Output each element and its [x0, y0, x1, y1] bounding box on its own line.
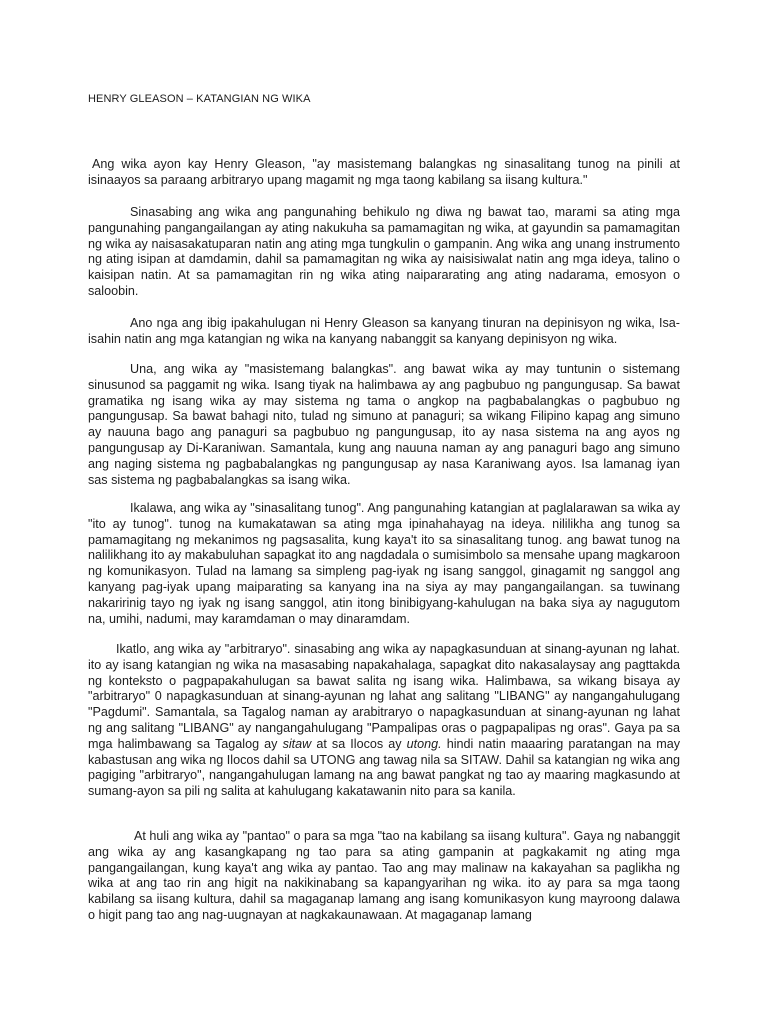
paragraph-behikulo — [88, 205, 680, 300]
paragraph-intro-text: Ang wika ayon kay Henry Gleason, "ay masistemang balangkas ng sinasalitang tunog na pinili at isinaayos sa paraang arbitraryo upang magamit ng mga taong kabilang sa iisang kultura." — [88, 157, 680, 187]
paragraph-una — [88, 362, 680, 488]
paragraph-ibig-ipakahulugan — [88, 316, 680, 348]
paragraph-una-text: Una, ang wika ay "masistemang balangkas". ang bawat wika ay may tuntunin o sistemang sinusunod sa paggamit ng wika. Isang tiyak na halimbawa ay ang pagbubuo ng pangungusap. Sa bawat gramatika ng isang wika ay may sistema ng tama o angkop na pagbabalangkas o pagbubuo ng pangungusap. Sa bawat bahagi nito, tulad ng simuno at panaguri; sa wikang Filipino kapag ang simuno ay nauuna bago ang panaguri sa pagbubuo ng pangungusap, ito ay nasa sistema na ang ayos ng pangungusap ay Di-Karaniwan. Samantala, kung ang nauuna naman ay ang panaguri bago ang simuno ang naging sistema ng pagbabalangkas ng pangungusap ay nasa Karaniwang ayos. Isa lamanag iyan sas sistema ng pagbabalangkas sa isang wika. — [88, 362, 680, 487]
paragraph-ikalawa — [88, 501, 680, 627]
paragraph-huli — [88, 829, 680, 924]
paragraph-ibig-ipakahulugan-text: Ano nga ang ibig ipakahulugan ni Henry Gleason sa kanyang tinuran na depinisyon ng wika, Isa-isahin natin ang mga katangian ng wika na kanyang nabanggit sa kanyang depinisyon ng wika. — [88, 316, 680, 346]
paragraph-intro — [88, 157, 680, 189]
document-page — [88, 0, 680, 1024]
paragraph-ikalawa-text: Ikalawa, ang wika ay "sinasalitang tunog". Ang pangunahing katangian at paglalarawan sa wika ay "ito ay tunog". tunog na kumakatawan sa ating mga ipinahahayag na ideya. nililikha ang tunog sa pamamagitang ng mekanimos ng pagsasalita, kung kaya't ito sa sinasalitang tunog. ang bawat tunog na nalilikhang ito ay makabuluhan sapagkat ito ang nagdadala o sumisimbolo sa mensahe upang magkaroon ng komunikasyon. Tulad na lamang sa simpleng pag-iyak ng isang sanggol, ginagamit ng sanggol ang kanyang pag-iyak upang maiparating sa kanyang ina na siya ay may pangangailangan. sa tuwinang nakaririnig tayo ng iyak ng isang sanggol, atin itong binibigyang-kahulugan na baka siya ay nagugutom na, umihi, nadumi, may karamdaman o may dinaramdam. — [88, 501, 680, 626]
paragraph-ikatlo-text: Ikatlo, ang wika ay "arbitraryo". sinasabing ang wika ay napagkasunduan at sinang-ayunan ng lahat. ito ay isang katangian ng wika na masasabing napakahalaga, sapagkat dito nakasalaysay ang pagttakda ng konteksto o pagpapakahulugan sa bawat salita ng isang wika. Halimbawa, sa wikang bisaya ay "arbitraryo" 0 napagkasunduan at sinang-ayunan ng lahat ang salitang "LIBANG" ay nangangahulugang "Pagdumi". Samantala, sa Tagalog naman ay arabitraryo o napagkasunduan at sinang-ayunan ng lahat ng ang salitang "LIBANG" ay nangangahulugang "Pampalipas oras o pagpapalipas ng oras". Gaya pa sa mga halimbawang sa Tagalog ay — [88, 642, 680, 751]
paragraph-ikatlo — [88, 642, 680, 800]
document-title: HENRY GLEASON – KATANGIAN NG WIKA — [88, 93, 311, 105]
word-sitaw: sitaw — [282, 736, 312, 751]
paragraph-behikulo-text: Sinasabing ang wika ang pangunahing behikulo ng diwa ng bawat tao, marami sa ating mga pangunahing pangangailangan ay ating nakukuha sa pamamagitan ng wika, at gayundin sa pamamagitan ng wika ay naisasakatuparan natin ang ating mga tungkulin o gampanin. Ang wika ang unang instrumento ng ating isipan at damdamin, dahil sa pamamagitan ng wika ay naisisiwalat natin ang mga ideya, talino o kaisipan natin. At sa pamamagitan rin ng wika ating naipararating ang ating nadarama, emosyon o saloobin. — [88, 205, 680, 298]
paragraph-ikatlo-text-2: at sa Ilocos ay — [316, 736, 402, 751]
paragraph-huli-text: At huli ang wika ay "pantao" o para sa mga "tao na kabilang sa iisang kultura". Gaya ng nabanggit ang wika ay ang kasangkapang ng tao para sa ating gampanin at pagkakamit ng ating mga pangangailangan, kung kaya't ang wika ay pantao. Tao ang may malinaw na kakayahan sa paglikha ng wika at ang tao rin ang higit na nakikinabang sa kapangyarihan ng wika. ito ay para sa mga taong kabilang sa iisang kultura, dahil sa magaganap lamang ang isang komunikasyon kung mayroong dalawa o higit pang tao ang nag-uugnayan at nagkakaunawaan. At magaganap lamang — [88, 829, 680, 922]
paragraph-ikatlo-text-3: hindi natin maaaring paratangan na may kabastusan ang wika ng Ilocos dahil sa UTONG ang tawag nila sa SITAW. Dahil sa katangian ng wika ang pagiging "arbitraryo", nangangahulugan lamang na ang bawat pangkat ng tao ay maaring magkasundo at sumang-ayon sa pili ng salita at kahulugang kakatawanin nito para sa kanila. — [88, 736, 681, 799]
word-utong: utong. — [406, 736, 442, 751]
